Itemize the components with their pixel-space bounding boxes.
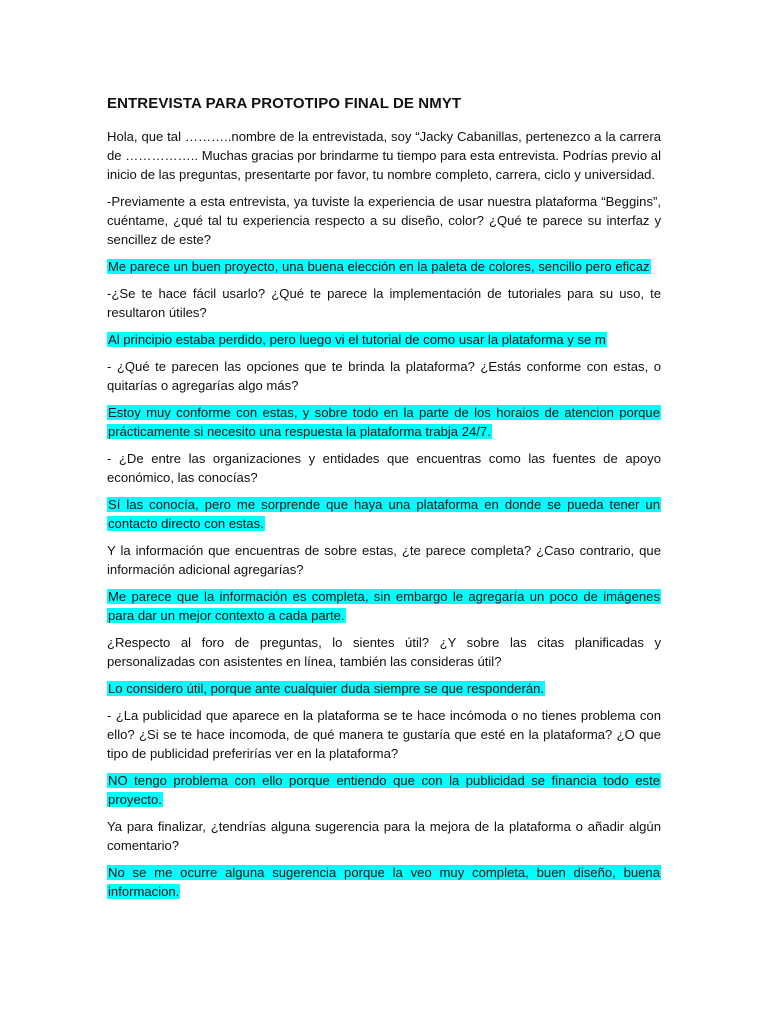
question-3: - ¿Qué te parecen las opciones que te brinda la plataforma? ¿Estás conforme con estas, o quitarías o agregarías algo más? [107, 359, 661, 393]
answer-5-text: Me parece que la información es completa, sin embargo le agregaría un poco de imágenes para dar un mejor contexto a cada parte. [108, 589, 660, 623]
answer-5 [107, 587, 661, 625]
answer-1-text: Me parece un buen proyecto, una buena elección en la paleta de colores, sencillo pero eficaz [108, 259, 650, 274]
question-4: - ¿De entre las organizaciones y entidades que encuentras como las fuentes de apoyo económico, las conocías? [107, 451, 661, 485]
answer-2 [107, 330, 661, 349]
intro-paragraph: Hola, que tal ………..nombre de la entrevistada, soy “Jacky Cabanillas, pertenezco a la carrera de …………….. Muchas gracias por brindarme tu tiempo para esta entrevista. Podrías previo al inicio de las preguntas, presentarte por favor, tu nombre completo, carrera, ciclo y universidad. [107, 129, 661, 182]
question-2: -¿Se te hace fácil usarlo? ¿Qué te parece la implementación de tutoriales para su uso, te resultaron útiles? [107, 286, 661, 320]
answer-7-text: NO tengo problema con ello porque entiendo que con la publicidad se financia todo este proyecto. [108, 773, 660, 807]
answer-7 [107, 771, 661, 809]
question-6: ¿Respecto al foro de preguntas, lo sientes útil? ¿Y sobre las citas planificadas y personalizadas con asistentes en línea, también las consideras útil? [107, 635, 661, 669]
question-7: - ¿La publicidad que aparece en la plataforma se te hace incómoda o no tienes problema con ello? ¿Si se te hace incomoda, de qué manera te gustaría que esté en la plataforma? ¿O que tipo de publicidad preferirías ver en la plataforma? [107, 708, 661, 761]
answer-1 [107, 257, 661, 276]
answer-3 [107, 403, 661, 441]
answer-6-text: Lo considero útil, porque ante cualquier duda siempre se que responderán. [108, 681, 545, 696]
answer-4-text: Sí las conocía, pero me sorprende que haya una plataforma en donde se pueda tener un contacto directo con estas. [108, 497, 660, 531]
answer-4 [107, 495, 661, 533]
document-title: ENTREVISTA PARA PROTOTIPO FINAL DE NMYT [107, 95, 462, 112]
question-5: Y la información que encuentras de sobre estas, ¿te parece completa? ¿Caso contrario, que información adicional agregarías? [107, 543, 661, 577]
question-1: -Previamente a esta entrevista, ya tuviste la experiencia de usar nuestra plataforma “Beggins”, cuéntame, ¿qué tal tu experiencia respecto a su diseño, color? ¿Qué te parece su interfaz y sencillez de este? [107, 194, 661, 247]
question-8: Ya para finalizar, ¿tendrías alguna sugerencia para la mejora de la plataforma o añadir algún comentario? [107, 819, 661, 853]
answer-8-text: No se me ocurre alguna sugerencia porque la veo muy completa, buen diseño, buena informacion. [108, 865, 660, 899]
answer-8 [107, 863, 661, 901]
answer-6 [107, 679, 661, 698]
answer-3-text: Estoy muy conforme con estas, y sobre todo en la parte de los horaios de atencion porque prácticamente si necesito una respuesta la plataforma trabja 24/7. [108, 405, 660, 439]
answer-2-text: Al principio estaba perdido, pero luego vi el tutorial de como usar la plataforma y se m [108, 332, 606, 347]
